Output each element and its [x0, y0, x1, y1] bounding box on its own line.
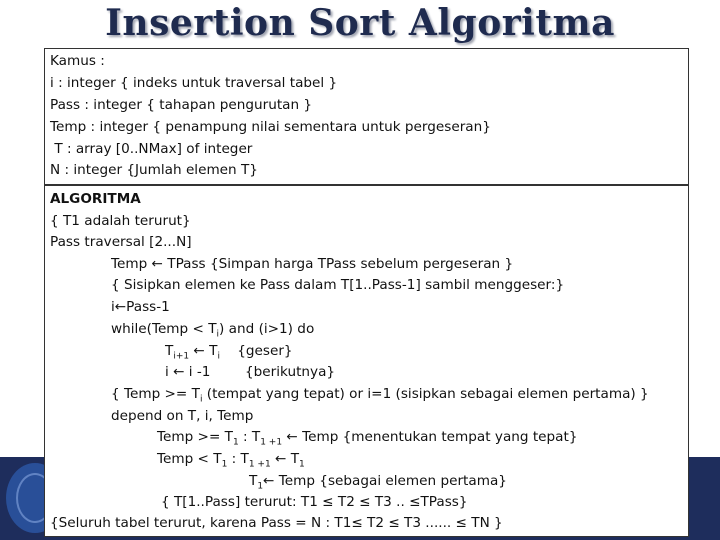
kamus-line: Temp : integer { penampung nilai sementara untuk pergeseran}: [50, 119, 491, 135]
algo-line: i ← i -1 {berikutnya}: [165, 364, 336, 380]
algo-line: {Seluruh tabel terurut, karena Pass = N : T1≤ T2 ≤ T3 ...... ≤ TN }: [50, 515, 503, 531]
kamus-line: i : integer { indeks untuk traversal tabel }: [50, 75, 338, 91]
kamus-box: [44, 48, 689, 185]
algoritma-heading: ALGORITMA: [50, 191, 141, 207]
algo-line: { T[1..Pass] terurut: T1 ≤ T2 ≤ T3 .. ≤TPass}: [161, 494, 468, 510]
algo-line: { Temp >= $T_i$ (tempat yang tepat) or i=1 (sisipkan sebagai elemen pertama) }: [111, 386, 649, 405]
kamus-line: T : array [0..NMax] of integer: [50, 141, 253, 157]
kamus-heading: Kamus :: [50, 53, 105, 69]
algo-line: i←Pass-1: [111, 299, 170, 315]
algo-line: Temp >= $T_1$ : $T_{1 +1}$ ← Temp {menentukan tempat yang tepat}: [157, 429, 578, 448]
algo-line: Temp ← TPass {Simpan harga TPass sebelum pergeseran }: [111, 256, 514, 272]
algo-line: $T_1\leftarrow$ Temp {sebagai elemen pertama}: [249, 473, 507, 492]
algo-line: depend on T, i, Temp: [111, 408, 254, 424]
algo-line: while(Temp < $T_i$) and (i>1) do: [111, 321, 315, 340]
kamus-line: N : integer {Jumlah elemen T}: [50, 162, 258, 178]
algoritma-box: [44, 185, 689, 537]
algo-line: { T1 adalah terurut}: [50, 213, 191, 229]
algo-line: $T_{i+1}$ ← $T_i$ {geser}: [165, 343, 293, 362]
algo-line: { Sisipkan elemen ke Pass dalam T[1..Pass-1] sambil menggeser:}: [111, 277, 565, 293]
algo-line: Pass traversal [2...N]: [50, 234, 192, 250]
algo-line: Temp < $T_1$ : $T_{1 +1}$ ← $T_1$: [157, 451, 305, 470]
slide-title: Insertion Sort Algoritma: [105, 2, 615, 44]
kamus-line: Pass : integer { tahapan pengurutan }: [50, 97, 313, 113]
